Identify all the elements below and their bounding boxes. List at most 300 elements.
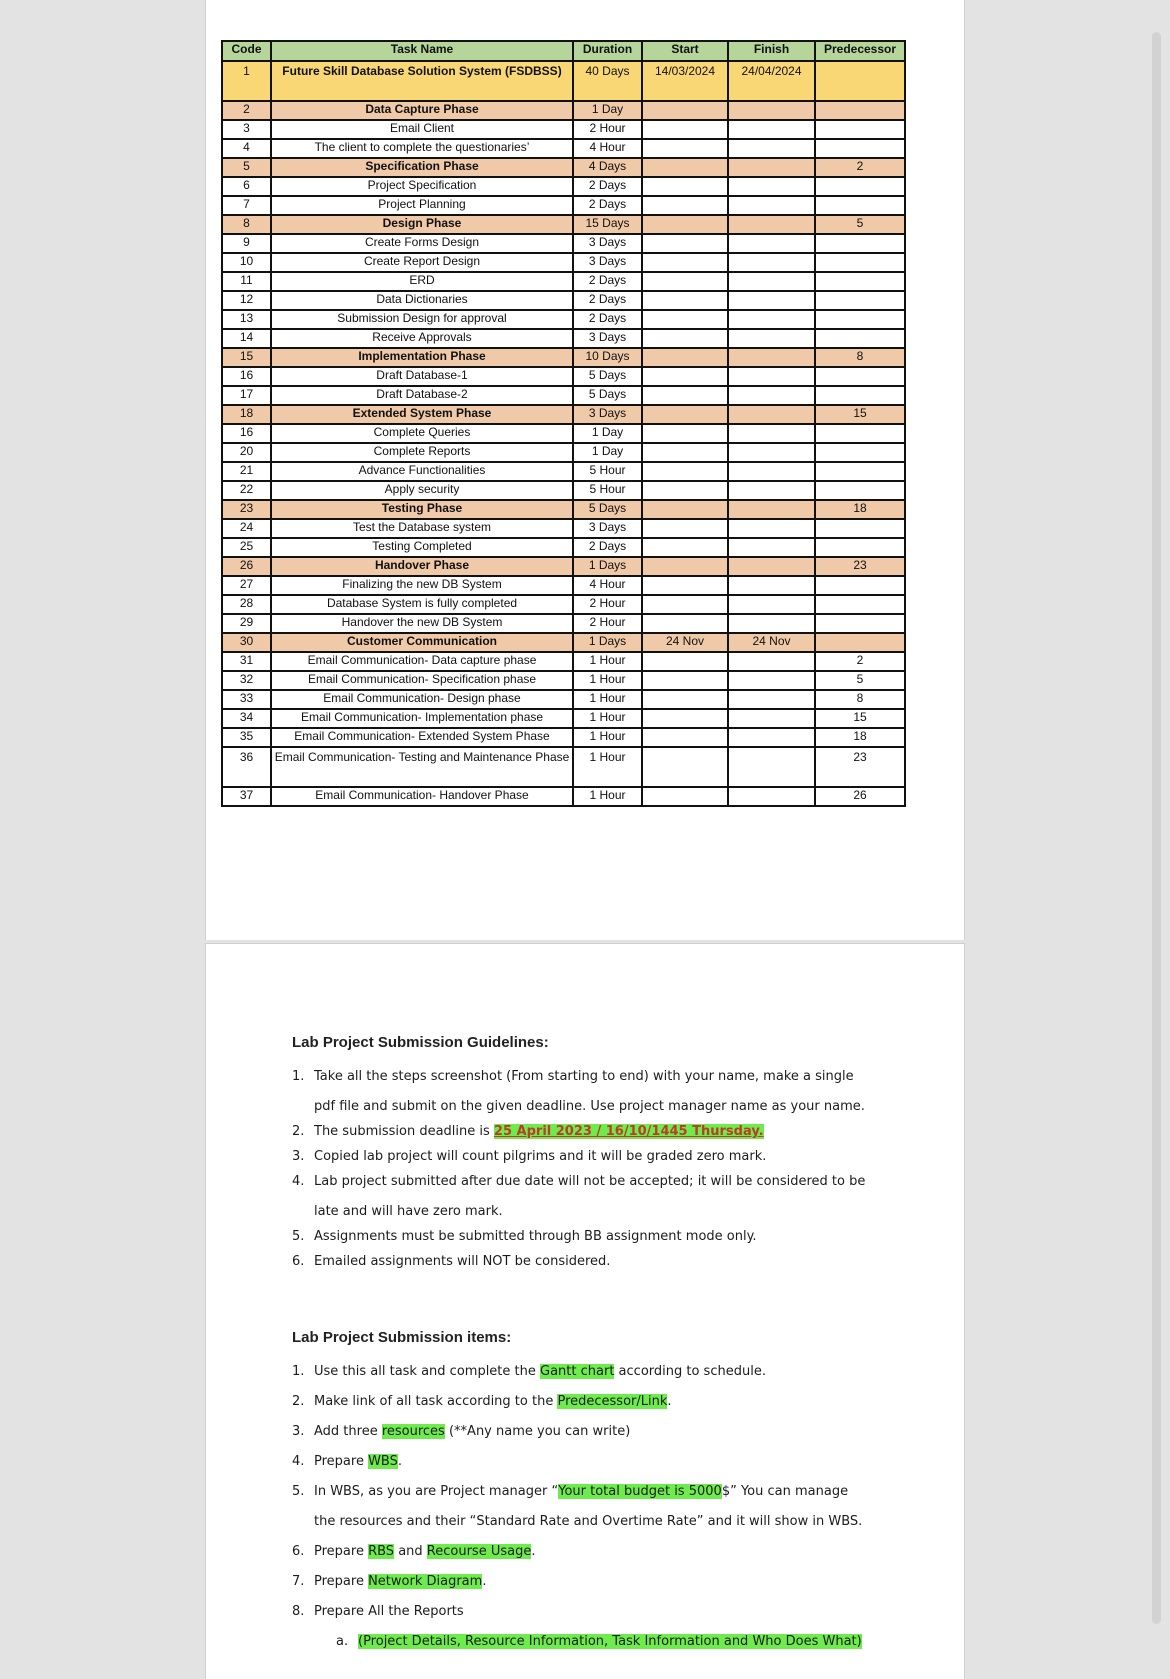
guidelines-list (292, 1062, 872, 1277)
cell-predecessor (815, 272, 905, 291)
cell-code: 30 (222, 633, 271, 652)
list-item-text: Lab project submitted after due date will not be accepted; it will be considered to be late and will have zero mark. (314, 1174, 866, 1219)
highlighted-text: Predecessor/Link (557, 1394, 668, 1409)
highlighted-text: 25 April 2023 / 16/10/1445 Thursday. (493, 1124, 764, 1139)
cell-duration: 2 Hour (573, 120, 642, 139)
cell-start (642, 139, 728, 158)
cell-predecessor (815, 61, 905, 101)
cell-code: 23 (222, 500, 271, 519)
list-item-text: Assignments must be submitted through BB assignment mode only. (314, 1229, 757, 1244)
cell-finish (728, 272, 815, 291)
cell-start (642, 747, 728, 787)
list-item-number: 8. (292, 1604, 305, 1619)
cell-start (642, 348, 728, 367)
list-item-number: 1. (292, 1364, 305, 1379)
task-row (222, 652, 905, 671)
list-item-text: Prepare (314, 1574, 369, 1589)
cell-start (642, 671, 728, 690)
cell-code: 5 (222, 158, 271, 177)
highlighted-text: Network Diagram (368, 1574, 483, 1589)
cell-code: 24 (222, 519, 271, 538)
task-row (222, 747, 905, 787)
cell-code: 3 (222, 120, 271, 139)
cell-predecessor: 23 (815, 747, 905, 787)
highlighted-text: Recourse Usage (426, 1544, 532, 1559)
cell-predecessor (815, 443, 905, 462)
cell-duration: 3 Days (573, 405, 642, 424)
list-item (292, 1062, 872, 1122)
list-item-text: Copied lab project will count pilgrims and it will be graded zero mark. (314, 1149, 767, 1164)
cell-predecessor (815, 519, 905, 538)
cell-start (642, 690, 728, 709)
highlighted-text: WBS (368, 1454, 398, 1469)
task-row (222, 329, 905, 348)
cell-finish (728, 576, 815, 595)
task-row (222, 690, 905, 709)
cell-predecessor (815, 614, 905, 633)
cell-task-name: Create Forms Design (271, 234, 573, 253)
cell-task-name: ERD (271, 272, 573, 291)
list-item-number: 1. (292, 1069, 305, 1084)
document-page-2 (205, 943, 965, 1679)
cell-start (642, 101, 728, 120)
document-page-1 (205, 0, 965, 940)
cell-code: 16 (222, 367, 271, 386)
cell-start (642, 500, 728, 519)
cell-predecessor: 2 (815, 652, 905, 671)
cell-task-name: The client to complete the questionaries’ (271, 139, 573, 158)
cell-duration: 2 Days (573, 538, 642, 557)
cell-predecessor: 8 (815, 348, 905, 367)
cell-duration: 3 Days (573, 519, 642, 538)
cell-finish: 24 Nov (728, 633, 815, 652)
cell-finish: 24/04/2024 (728, 61, 815, 101)
list-item-number: 7. (292, 1574, 305, 1589)
cell-start (642, 310, 728, 329)
cell-predecessor (815, 139, 905, 158)
vertical-scrollbar[interactable] (1152, 32, 1161, 1624)
cell-predecessor: 23 (815, 557, 905, 576)
cell-code: 10 (222, 253, 271, 272)
cell-start (642, 329, 728, 348)
task-row (222, 728, 905, 747)
cell-task-name: Email Communication- Extended System Phase (271, 728, 573, 747)
cell-task-name: Advance Functionalities (271, 462, 573, 481)
cell-duration: 1 Hour (573, 652, 642, 671)
cell-finish (728, 177, 815, 196)
cell-start: 24 Nov (642, 633, 728, 652)
header-finish: Finish (728, 41, 815, 61)
cell-finish (728, 652, 815, 671)
cell-code: 16 (222, 424, 271, 443)
cell-predecessor (815, 633, 905, 652)
phase-row (222, 158, 905, 177)
cell-finish (728, 196, 815, 215)
task-row (222, 386, 905, 405)
task-row (222, 462, 905, 481)
cell-task-name: Email Communication- Implementation phase (271, 709, 573, 728)
cell-predecessor (815, 424, 905, 443)
list-item (292, 1387, 872, 1417)
cell-code: 17 (222, 386, 271, 405)
task-row (222, 253, 905, 272)
list-item-text: Make link of all task according to the (314, 1394, 558, 1409)
cell-predecessor (815, 538, 905, 557)
task-row (222, 787, 905, 806)
cell-task-name: Project Planning (271, 196, 573, 215)
cell-code: 11 (222, 272, 271, 291)
items-section (292, 1329, 872, 1657)
cell-finish (728, 462, 815, 481)
table-header-row (222, 41, 905, 61)
cell-predecessor: 5 (815, 215, 905, 234)
cell-duration: 3 Days (573, 234, 642, 253)
cell-task-name: Implementation Phase (271, 348, 573, 367)
cell-start (642, 519, 728, 538)
cell-task-name: Handover the new DB System (271, 614, 573, 633)
cell-task-name: Complete Reports (271, 443, 573, 462)
cell-duration: 10 Days (573, 348, 642, 367)
cell-finish (728, 405, 815, 424)
list-item-text: according to schedule. (614, 1364, 766, 1379)
list-item (292, 1597, 872, 1627)
task-row (222, 120, 905, 139)
cell-start (642, 120, 728, 139)
cell-finish (728, 253, 815, 272)
cell-start (642, 576, 728, 595)
cell-finish (728, 139, 815, 158)
cell-predecessor (815, 234, 905, 253)
cell-start (642, 728, 728, 747)
cell-predecessor: 15 (815, 405, 905, 424)
cell-duration: 1 Day (573, 101, 642, 120)
cell-duration: 3 Days (573, 253, 642, 272)
guidelines-heading: Lab Project Submission Guidelines: (292, 1034, 549, 1051)
cell-duration: 5 Hour (573, 481, 642, 500)
cell-code: 21 (222, 462, 271, 481)
cell-predecessor: 15 (815, 709, 905, 728)
task-row (222, 709, 905, 728)
cell-code: 22 (222, 481, 271, 500)
cell-task-name: Data Capture Phase (271, 101, 573, 120)
cell-predecessor: 5 (815, 671, 905, 690)
header-predecessor: Predecessor (815, 41, 905, 61)
cell-code: 28 (222, 595, 271, 614)
list-item-text: The submission deadline is (314, 1124, 494, 1139)
task-row (222, 139, 905, 158)
cell-predecessor: 18 (815, 500, 905, 519)
cell-duration: 1 Hour (573, 690, 642, 709)
list-item-text: Emailed assignments will NOT be considered. (314, 1254, 611, 1269)
task-row (222, 576, 905, 595)
cell-task-name: Apply security (271, 481, 573, 500)
cell-task-name: Create Report Design (271, 253, 573, 272)
cell-finish (728, 728, 815, 747)
cell-predecessor: 8 (815, 690, 905, 709)
cell-start (642, 253, 728, 272)
task-row (222, 671, 905, 690)
header-code: Code (222, 41, 271, 61)
cell-start (642, 595, 728, 614)
highlighted-text: RBS (368, 1544, 395, 1559)
cell-predecessor (815, 386, 905, 405)
cell-task-name: Finalizing the new DB System (271, 576, 573, 595)
cell-code: 34 (222, 709, 271, 728)
cell-start (642, 272, 728, 291)
cell-predecessor (815, 291, 905, 310)
highlighted-text: Standard Rate and Overtime Rate (476, 1514, 697, 1529)
cell-predecessor (815, 576, 905, 595)
cell-code: 20 (222, 443, 271, 462)
list-item-number: 5. (292, 1484, 305, 1499)
cell-code: 36 (222, 747, 271, 787)
items-list (292, 1357, 872, 1627)
cell-start (642, 652, 728, 671)
cell-task-name: Design Phase (271, 215, 573, 234)
cell-task-name: Email Communication- Testing and Maintenance Phase (271, 747, 573, 787)
list-item-text: Prepare (314, 1544, 369, 1559)
guidelines-section (292, 1034, 872, 1272)
cell-code: 9 (222, 234, 271, 253)
cell-predecessor (815, 481, 905, 500)
task-row (222, 519, 905, 538)
cell-start (642, 424, 728, 443)
cell-code: 1 (222, 61, 271, 101)
schedule-table (221, 40, 906, 807)
list-item-text: Take all the steps screenshot (From starting to end) with your name, make a single pdf file and submit on the given deadline. Use project manager name as your name. (314, 1069, 865, 1114)
task-row (222, 443, 905, 462)
cell-finish (728, 747, 815, 787)
cell-code: 15 (222, 348, 271, 367)
cell-task-name: Receive Approvals (271, 329, 573, 348)
phase-row (222, 101, 905, 120)
cell-predecessor (815, 177, 905, 196)
list-item-text: . (482, 1574, 487, 1589)
cell-duration: 1 Hour (573, 747, 642, 787)
cell-finish (728, 671, 815, 690)
list-item-text: ” and it will show in WBS. (696, 1514, 863, 1529)
task-row (222, 310, 905, 329)
cell-task-name: Email Communication- Design phase (271, 690, 573, 709)
phase-row (222, 633, 905, 652)
cell-code: 25 (222, 538, 271, 557)
list-item-text: Add three (314, 1424, 382, 1439)
cell-duration: 1 Day (573, 424, 642, 443)
highlighted-text: resources (381, 1424, 445, 1439)
cell-task-name: Draft Database-2 (271, 386, 573, 405)
cell-finish (728, 120, 815, 139)
cell-finish (728, 101, 815, 120)
cell-task-name: Email Communication- Specification phase (271, 671, 573, 690)
cell-duration: 1 Days (573, 633, 642, 652)
cell-code: 13 (222, 310, 271, 329)
cell-start (642, 158, 728, 177)
header-duration: Duration (573, 41, 642, 61)
cell-duration: 5 Days (573, 367, 642, 386)
cell-task-name: Future Skill Database Solution System (FSDBSS) (271, 61, 573, 101)
cell-finish (728, 367, 815, 386)
cell-predecessor: 2 (815, 158, 905, 177)
list-item-text: Prepare All the Reports (314, 1604, 464, 1619)
list-item-text: and (394, 1544, 427, 1559)
items-heading: Lab Project Submission items: (292, 1329, 512, 1346)
header-start: Start (642, 41, 728, 61)
cell-duration: 3 Days (573, 329, 642, 348)
cell-duration: 1 Day (573, 443, 642, 462)
cell-task-name: Testing Phase (271, 500, 573, 519)
cell-finish (728, 614, 815, 633)
list-item (292, 1447, 872, 1477)
list-item-text: . (531, 1544, 536, 1559)
cell-duration: 2 Days (573, 291, 642, 310)
task-row (222, 538, 905, 557)
phase-row (222, 215, 905, 234)
cell-finish (728, 690, 815, 709)
cell-task-name: Data Dictionaries (271, 291, 573, 310)
cell-predecessor (815, 120, 905, 139)
list-item-number: 3. (292, 1424, 305, 1439)
cell-code: 33 (222, 690, 271, 709)
cell-code: 27 (222, 576, 271, 595)
cell-task-name: Testing Completed (271, 538, 573, 557)
cell-predecessor (815, 329, 905, 348)
cell-code: 12 (222, 291, 271, 310)
cell-finish (728, 557, 815, 576)
cell-code: 14 (222, 329, 271, 348)
cell-task-name: Complete Queries (271, 424, 573, 443)
cell-start (642, 405, 728, 424)
cell-task-name: Project Specification (271, 177, 573, 196)
cell-duration: 1 Days (573, 557, 642, 576)
cell-task-name: Handover Phase (271, 557, 573, 576)
cell-duration: 2 Days (573, 310, 642, 329)
task-row (222, 424, 905, 443)
list-item-text: Use this all task and complete the (314, 1364, 541, 1379)
cell-predecessor (815, 196, 905, 215)
cell-start (642, 462, 728, 481)
cell-start (642, 709, 728, 728)
task-row (222, 614, 905, 633)
cell-finish (728, 234, 815, 253)
task-row (222, 367, 905, 386)
cell-finish (728, 787, 815, 806)
cell-finish (728, 158, 815, 177)
cell-duration: 2 Days (573, 196, 642, 215)
cell-start (642, 614, 728, 633)
cell-duration: 5 Days (573, 500, 642, 519)
cell-start (642, 787, 728, 806)
cell-task-name: Email Communication- Handover Phase (271, 787, 573, 806)
cell-start (642, 215, 728, 234)
cell-finish (728, 310, 815, 329)
cell-predecessor (815, 310, 905, 329)
cell-finish (728, 215, 815, 234)
cell-task-name: Email Client (271, 120, 573, 139)
task-row (222, 234, 905, 253)
cell-code: 2 (222, 101, 271, 120)
cell-start (642, 538, 728, 557)
cell-finish (728, 500, 815, 519)
cell-code: 32 (222, 671, 271, 690)
cell-finish (728, 595, 815, 614)
cell-predecessor (815, 253, 905, 272)
cell-code: 35 (222, 728, 271, 747)
cell-start (642, 177, 728, 196)
cell-duration: 2 Days (573, 177, 642, 196)
task-row (222, 481, 905, 500)
list-item (292, 1357, 872, 1387)
cell-finish (728, 538, 815, 557)
cell-task-name: Specification Phase (271, 158, 573, 177)
cell-task-name: Extended System Phase (271, 405, 573, 424)
phase-row (222, 405, 905, 424)
sub-items-list (336, 1627, 872, 1657)
cell-start (642, 234, 728, 253)
cell-code: 8 (222, 215, 271, 234)
list-item (292, 1247, 872, 1277)
list-item-text: . (667, 1394, 672, 1409)
cell-finish (728, 443, 815, 462)
cell-code: 7 (222, 196, 271, 215)
cell-finish (728, 481, 815, 500)
cell-predecessor (815, 367, 905, 386)
cell-start (642, 443, 728, 462)
cell-task-name: Customer Communication (271, 633, 573, 652)
cell-start (642, 196, 728, 215)
task-row (222, 177, 905, 196)
cell-duration: 1 Hour (573, 671, 642, 690)
cell-duration: 2 Hour (573, 614, 642, 633)
cell-duration: 4 Hour (573, 576, 642, 595)
highlighted-text: Gantt chart (540, 1364, 615, 1379)
cell-code: 18 (222, 405, 271, 424)
list-item-text: (**Any name you can write) (444, 1424, 631, 1439)
header-task-name: Task Name (271, 41, 573, 61)
cell-task-name: Draft Database-1 (271, 367, 573, 386)
list-item (336, 1627, 872, 1657)
phase-row (222, 348, 905, 367)
cell-finish (728, 519, 815, 538)
cell-start: 14/03/2024 (642, 61, 728, 101)
phase-row (222, 557, 905, 576)
cell-predecessor: 18 (815, 728, 905, 747)
cell-duration: 2 Days (573, 272, 642, 291)
cell-code: 29 (222, 614, 271, 633)
cell-start (642, 291, 728, 310)
cell-finish (728, 386, 815, 405)
cell-duration: 4 Days (573, 158, 642, 177)
cell-duration: 4 Hour (573, 139, 642, 158)
list-item (292, 1567, 872, 1597)
list-item (292, 1417, 872, 1447)
highlighted-text: (Project Details, Resource Information, Task Information and Who Does What) (358, 1634, 862, 1649)
list-item-text: Prepare (314, 1454, 369, 1469)
cell-code: 31 (222, 652, 271, 671)
task-row (222, 595, 905, 614)
highlighted-text: $ (721, 1484, 731, 1499)
task-row (222, 291, 905, 310)
cell-duration: 40 Days (573, 61, 642, 101)
cell-duration: 1 Hour (573, 787, 642, 806)
cell-duration: 5 Days (573, 386, 642, 405)
phase-row (222, 500, 905, 519)
cell-duration: 5 Hour (573, 462, 642, 481)
cell-code: 6 (222, 177, 271, 196)
list-item-text: . (397, 1454, 403, 1469)
cell-duration: 1 Hour (573, 728, 642, 747)
cell-start (642, 367, 728, 386)
cell-duration: 1 Hour (573, 709, 642, 728)
